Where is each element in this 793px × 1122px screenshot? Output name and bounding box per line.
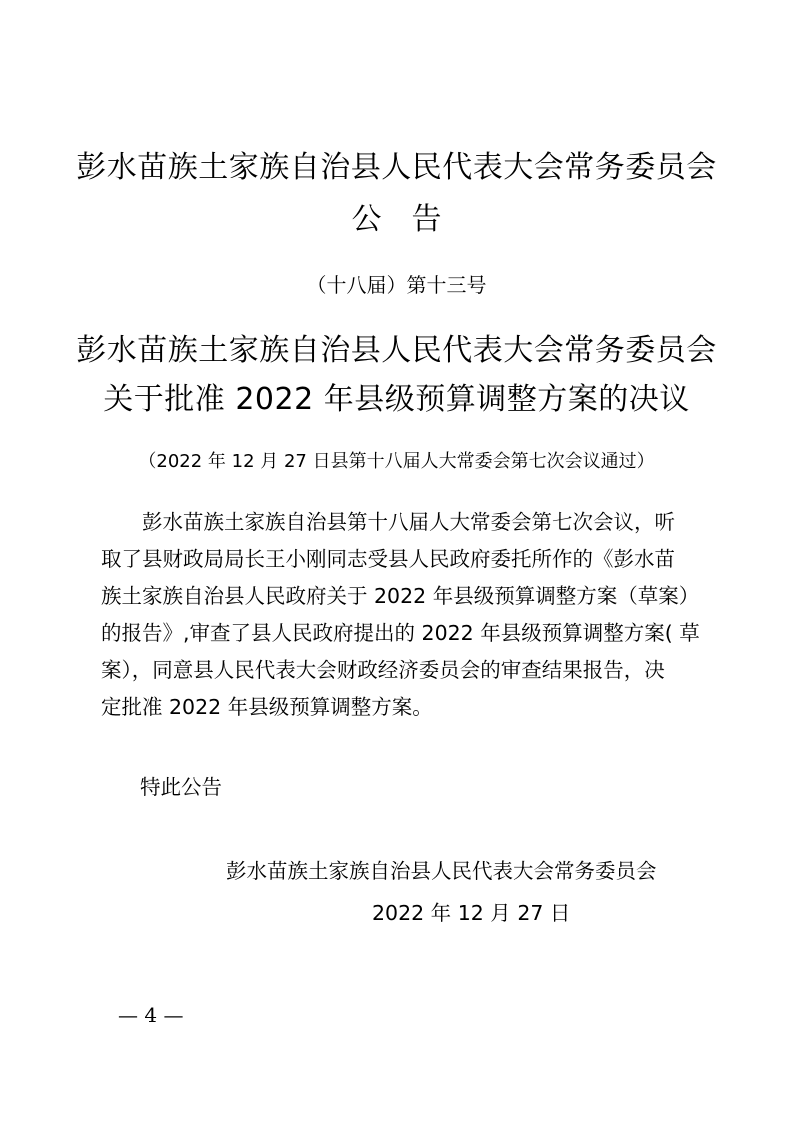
body-line: 的报告》,审查了县人民政府提出的 2022 年县级预算调整方案( 草	[101, 621, 700, 645]
body-line: 彭水苗族土家族自治县第十八届人大常委会第七次会议，听	[142, 510, 675, 534]
body-line: 案），同意县人民代表大会财政经济委员会的审查结果报告，决	[101, 658, 665, 682]
announcement-heading: 公 告	[351, 202, 442, 237]
body-line: 定批准 2022 年县级预算调整方案。	[101, 695, 433, 719]
body-line: 取了县财政局局长王小刚同志受县人民政府委托所作的《彭水苗	[101, 547, 675, 571]
closing-phrase: 特此公告	[140, 775, 222, 799]
org-name-heading: 彭水苗族土家族自治县人民代表大会常务委员会	[76, 150, 717, 185]
body-line: 族土家族自治县人民政府关于 2022 年县级预算调整方案（草案）	[101, 584, 700, 608]
resolution-title-line2: 关于批准 2022 年县级预算调整方案的决议	[103, 382, 690, 417]
resolution-body	[101, 504, 701, 726]
page-number: — 4 —	[118, 1003, 184, 1027]
resolution-title-line1: 彭水苗族土家族自治县人民代表大会常务委员会	[76, 333, 717, 368]
document-number: （十八届）第十三号	[306, 273, 487, 297]
adoption-note: （2022 年 12 月 27 日县第十八届人大常委会第七次会议通过）	[138, 451, 655, 472]
signature-date: 2022 年 12 月 27 日	[372, 901, 571, 925]
signature-issuer: 彭水苗族土家族自治县人民代表大会常务委员会	[226, 859, 657, 883]
